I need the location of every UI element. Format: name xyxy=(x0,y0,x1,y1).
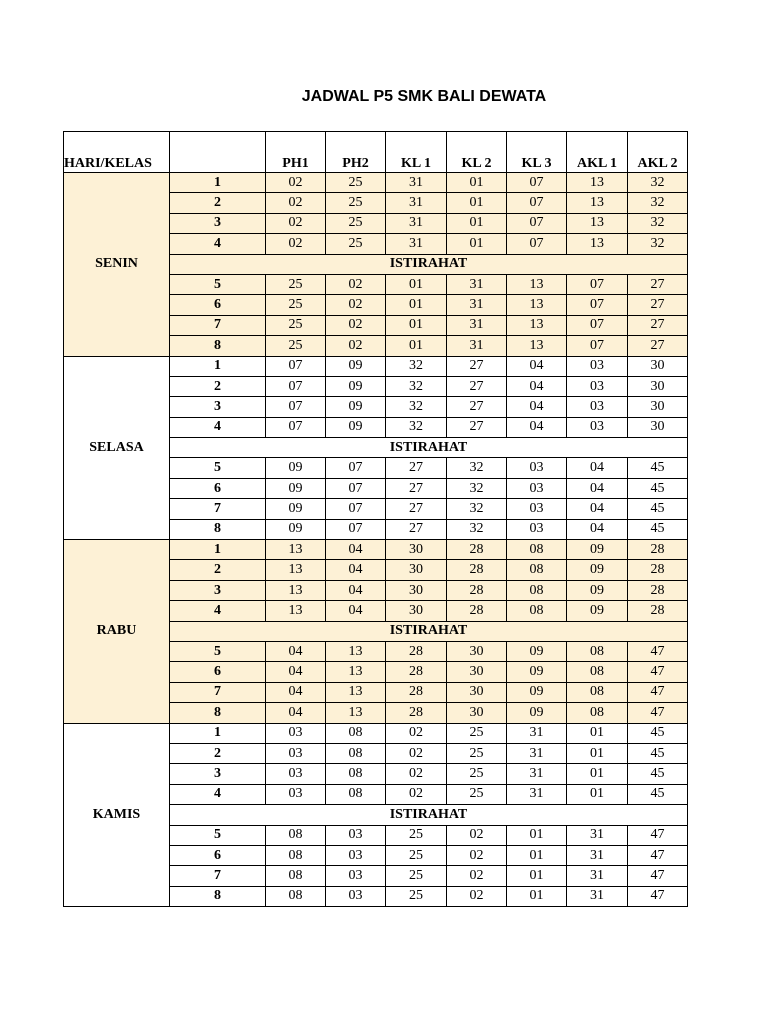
schedule-cell: 32 xyxy=(628,173,688,193)
schedule-cell: 47 xyxy=(628,682,688,702)
schedule-cell: 08 xyxy=(266,866,326,886)
schedule-cell: 30 xyxy=(447,641,507,661)
schedule-cell: 01 xyxy=(507,845,567,865)
schedule-cell: 27 xyxy=(386,499,447,519)
schedule-cell: 02 xyxy=(447,866,507,886)
schedule-cell: 02 xyxy=(266,193,326,213)
schedule-cell: 02 xyxy=(386,743,447,763)
schedule-cell: 02 xyxy=(326,315,386,335)
period-number: 5 xyxy=(170,641,266,661)
schedule-cell: 07 xyxy=(507,193,567,213)
schedule-cell: 25 xyxy=(386,825,447,845)
schedule-cell: 09 xyxy=(567,601,628,621)
schedule-cell: 07 xyxy=(266,376,326,396)
period-number: 2 xyxy=(170,376,266,396)
period-number: 1 xyxy=(170,540,266,560)
schedule-cell: 03 xyxy=(266,723,326,743)
period-number: 5 xyxy=(170,825,266,845)
schedule-cell: 01 xyxy=(386,295,447,315)
schedule-cell: 01 xyxy=(447,193,507,213)
header-col: AKL 2 xyxy=(628,132,688,173)
schedule-cell: 04 xyxy=(326,580,386,600)
schedule-cell: 28 xyxy=(386,641,447,661)
schedule-cell: 03 xyxy=(326,845,386,865)
schedule-cell: 32 xyxy=(386,356,447,376)
period-number: 6 xyxy=(170,478,266,498)
schedule-cell: 25 xyxy=(326,193,386,213)
schedule-cell: 45 xyxy=(628,743,688,763)
schedule-cell: 03 xyxy=(326,886,386,906)
schedule-cell: 27 xyxy=(628,274,688,294)
period-number: 1 xyxy=(170,173,266,193)
schedule-cell: 30 xyxy=(386,601,447,621)
period-number: 4 xyxy=(170,601,266,621)
period-number: 5 xyxy=(170,274,266,294)
schedule-cell: 13 xyxy=(266,580,326,600)
schedule-cell: 31 xyxy=(447,336,507,356)
schedule-cell: 45 xyxy=(628,519,688,539)
schedule-cell: 02 xyxy=(386,723,447,743)
schedule-cell: 31 xyxy=(567,825,628,845)
schedule-cell: 28 xyxy=(628,601,688,621)
schedule-cell: 09 xyxy=(507,641,567,661)
period-number: 2 xyxy=(170,193,266,213)
schedule-cell: 30 xyxy=(447,682,507,702)
schedule-cell: 07 xyxy=(326,519,386,539)
schedule-cell: 13 xyxy=(507,295,567,315)
schedule-cell: 04 xyxy=(567,519,628,539)
schedule-cell: 27 xyxy=(628,295,688,315)
schedule-cell: 02 xyxy=(386,784,447,804)
schedule-cell: 04 xyxy=(507,417,567,437)
schedule-body xyxy=(64,132,688,907)
schedule-cell: 08 xyxy=(507,540,567,560)
schedule-cell: 31 xyxy=(386,173,447,193)
schedule-cell: 31 xyxy=(386,213,447,233)
schedule-cell: 09 xyxy=(507,682,567,702)
schedule-cell: 07 xyxy=(326,478,386,498)
period-number: 1 xyxy=(170,356,266,376)
period-number: 4 xyxy=(170,417,266,437)
schedule-cell: 28 xyxy=(447,560,507,580)
schedule-cell: 03 xyxy=(567,397,628,417)
schedule-cell: 04 xyxy=(567,458,628,478)
schedule-cell: 02 xyxy=(266,213,326,233)
schedule-cell: 08 xyxy=(266,845,326,865)
schedule-cell: 13 xyxy=(266,560,326,580)
schedule-cell: 30 xyxy=(628,376,688,396)
period-number: 3 xyxy=(170,397,266,417)
schedule-cell: 02 xyxy=(266,234,326,254)
schedule-cell: 07 xyxy=(567,336,628,356)
schedule-cell: 28 xyxy=(386,703,447,723)
schedule-cell: 13 xyxy=(567,193,628,213)
schedule-cell: 03 xyxy=(266,764,326,784)
schedule-cell: 47 xyxy=(628,662,688,682)
schedule-cell: 25 xyxy=(266,315,326,335)
schedule-cell: 04 xyxy=(326,540,386,560)
schedule-cell: 25 xyxy=(447,784,507,804)
schedule-cell: 04 xyxy=(326,601,386,621)
schedule-cell: 07 xyxy=(507,213,567,233)
schedule-cell: 25 xyxy=(447,743,507,763)
schedule-cell: 09 xyxy=(567,560,628,580)
schedule-cell: 01 xyxy=(567,743,628,763)
schedule-cell: 09 xyxy=(326,397,386,417)
schedule-cell: 08 xyxy=(326,723,386,743)
table-row xyxy=(64,173,688,193)
schedule-cell: 07 xyxy=(266,356,326,376)
schedule-cell: 04 xyxy=(266,682,326,702)
schedule-cell: 07 xyxy=(326,499,386,519)
schedule-cell: 28 xyxy=(628,580,688,600)
schedule-cell: 47 xyxy=(628,866,688,886)
header-col: PH1 xyxy=(266,132,326,173)
header-row xyxy=(64,132,688,173)
schedule-cell: 09 xyxy=(326,417,386,437)
header-period xyxy=(170,132,266,173)
schedule-cell: 13 xyxy=(567,173,628,193)
schedule-cell: 47 xyxy=(628,703,688,723)
schedule-cell: 25 xyxy=(386,866,447,886)
schedule-cell: 27 xyxy=(447,356,507,376)
period-number: 3 xyxy=(170,764,266,784)
schedule-cell: 08 xyxy=(326,764,386,784)
schedule-cell: 02 xyxy=(326,274,386,294)
schedule-cell: 01 xyxy=(386,315,447,335)
period-number: 2 xyxy=(170,560,266,580)
schedule-cell: 27 xyxy=(386,458,447,478)
schedule-cell: 09 xyxy=(326,376,386,396)
schedule-cell: 13 xyxy=(266,601,326,621)
day-label: RABU xyxy=(64,540,170,724)
schedule-cell: 25 xyxy=(447,764,507,784)
schedule-cell: 04 xyxy=(567,478,628,498)
schedule-cell: 28 xyxy=(628,540,688,560)
schedule-cell: 27 xyxy=(386,478,447,498)
schedule-cell: 31 xyxy=(507,743,567,763)
schedule-cell: 32 xyxy=(447,458,507,478)
period-number: 7 xyxy=(170,866,266,886)
schedule-cell: 25 xyxy=(266,295,326,315)
schedule-cell: 02 xyxy=(447,825,507,845)
schedule-cell: 13 xyxy=(507,274,567,294)
schedule-cell: 31 xyxy=(567,845,628,865)
schedule-cell: 09 xyxy=(266,458,326,478)
schedule-cell: 07 xyxy=(266,417,326,437)
schedule-cell: 25 xyxy=(447,723,507,743)
schedule-cell: 47 xyxy=(628,886,688,906)
schedule-cell: 02 xyxy=(326,336,386,356)
schedule-cell: 30 xyxy=(447,703,507,723)
schedule-cell: 47 xyxy=(628,845,688,865)
schedule-cell: 02 xyxy=(447,845,507,865)
schedule-cell: 09 xyxy=(326,356,386,376)
schedule-cell: 01 xyxy=(447,213,507,233)
header-col: PH2 xyxy=(326,132,386,173)
period-number: 6 xyxy=(170,662,266,682)
header-col: AKL 1 xyxy=(567,132,628,173)
schedule-cell: 30 xyxy=(386,540,447,560)
schedule-cell: 08 xyxy=(507,601,567,621)
schedule-cell: 09 xyxy=(567,540,628,560)
period-number: 7 xyxy=(170,682,266,702)
schedule-cell: 03 xyxy=(507,478,567,498)
schedule-cell: 27 xyxy=(628,336,688,356)
schedule-cell: 08 xyxy=(266,886,326,906)
schedule-cell: 03 xyxy=(507,499,567,519)
schedule-cell: 28 xyxy=(447,601,507,621)
schedule-cell: 02 xyxy=(326,295,386,315)
schedule-cell: 01 xyxy=(447,173,507,193)
schedule-cell: 01 xyxy=(567,784,628,804)
schedule-cell: 01 xyxy=(567,723,628,743)
break-row-label: ISTIRAHAT xyxy=(170,438,688,458)
schedule-cell: 13 xyxy=(326,682,386,702)
table-row xyxy=(64,540,688,560)
schedule-cell: 02 xyxy=(386,764,447,784)
schedule-cell: 01 xyxy=(567,764,628,784)
break-row-label: ISTIRAHAT xyxy=(170,805,688,825)
schedule-cell: 32 xyxy=(447,478,507,498)
schedule-cell: 04 xyxy=(567,499,628,519)
schedule-cell: 28 xyxy=(628,560,688,580)
period-number: 3 xyxy=(170,213,266,233)
schedule-cell: 25 xyxy=(386,845,447,865)
break-row-label: ISTIRAHAT xyxy=(170,254,688,274)
schedule-cell: 45 xyxy=(628,478,688,498)
schedule-cell: 31 xyxy=(507,764,567,784)
schedule-cell: 08 xyxy=(326,784,386,804)
schedule-cell: 28 xyxy=(386,682,447,702)
schedule-cell: 09 xyxy=(567,580,628,600)
day-label: KAMIS xyxy=(64,723,170,907)
schedule-cell: 07 xyxy=(266,397,326,417)
schedule-cell: 30 xyxy=(628,356,688,376)
schedule-cell: 45 xyxy=(628,499,688,519)
page-title: JADWAL P5 SMK BALI DEWATA xyxy=(301,88,547,105)
schedule-cell: 31 xyxy=(507,723,567,743)
schedule-cell: 25 xyxy=(266,336,326,356)
schedule-cell: 32 xyxy=(628,213,688,233)
schedule-cell: 30 xyxy=(447,662,507,682)
schedule-cell: 03 xyxy=(567,417,628,437)
schedule-cell: 07 xyxy=(326,458,386,478)
period-number: 8 xyxy=(170,703,266,723)
schedule-cell: 01 xyxy=(447,234,507,254)
day-label: SELASA xyxy=(64,356,170,540)
break-row-label: ISTIRAHAT xyxy=(170,621,688,641)
schedule-cell: 27 xyxy=(447,397,507,417)
period-number: 4 xyxy=(170,784,266,804)
schedule-cell: 25 xyxy=(266,274,326,294)
period-number: 2 xyxy=(170,743,266,763)
schedule-cell: 13 xyxy=(567,234,628,254)
table-row xyxy=(64,723,688,743)
schedule-cell: 31 xyxy=(567,886,628,906)
schedule-cell: 31 xyxy=(447,274,507,294)
schedule-cell: 13 xyxy=(326,641,386,661)
schedule-cell: 09 xyxy=(507,662,567,682)
schedule-cell: 04 xyxy=(266,641,326,661)
schedule-cell: 08 xyxy=(507,580,567,600)
table-row xyxy=(64,356,688,376)
schedule-cell: 25 xyxy=(326,234,386,254)
period-number: 6 xyxy=(170,845,266,865)
schedule-cell: 27 xyxy=(386,519,447,539)
schedule-cell: 07 xyxy=(567,315,628,335)
schedule-cell: 31 xyxy=(567,866,628,886)
schedule-cell: 08 xyxy=(567,662,628,682)
schedule-cell: 32 xyxy=(628,234,688,254)
schedule-cell: 07 xyxy=(567,274,628,294)
period-number: 7 xyxy=(170,315,266,335)
schedule-cell: 32 xyxy=(386,397,447,417)
schedule-cell: 04 xyxy=(266,703,326,723)
schedule-cell: 03 xyxy=(266,784,326,804)
schedule-cell: 09 xyxy=(266,478,326,498)
schedule-cell: 01 xyxy=(507,886,567,906)
schedule-cell: 03 xyxy=(507,458,567,478)
schedule-cell: 30 xyxy=(386,580,447,600)
schedule-cell: 28 xyxy=(447,580,507,600)
header-col: KL 3 xyxy=(507,132,567,173)
schedule-cell: 03 xyxy=(507,519,567,539)
period-number: 6 xyxy=(170,295,266,315)
schedule-cell: 32 xyxy=(386,376,447,396)
schedule-cell: 04 xyxy=(507,397,567,417)
schedule-cell: 13 xyxy=(326,662,386,682)
schedule-cell: 45 xyxy=(628,764,688,784)
schedule-cell: 08 xyxy=(567,641,628,661)
schedule-cell: 13 xyxy=(507,336,567,356)
schedule-cell: 07 xyxy=(507,173,567,193)
schedule-cell: 31 xyxy=(507,784,567,804)
schedule-cell: 03 xyxy=(326,866,386,886)
schedule-cell: 27 xyxy=(447,376,507,396)
schedule-cell: 31 xyxy=(386,193,447,213)
schedule-cell: 09 xyxy=(266,499,326,519)
schedule-cell: 25 xyxy=(326,173,386,193)
schedule-cell: 07 xyxy=(507,234,567,254)
schedule-cell: 47 xyxy=(628,641,688,661)
schedule-cell: 03 xyxy=(326,825,386,845)
schedule-cell: 04 xyxy=(326,560,386,580)
day-label: SENIN xyxy=(64,173,170,357)
schedule-cell: 31 xyxy=(447,315,507,335)
schedule-table xyxy=(63,131,688,907)
schedule-cell: 25 xyxy=(326,213,386,233)
schedule-cell: 08 xyxy=(567,682,628,702)
schedule-cell: 04 xyxy=(266,662,326,682)
period-number: 8 xyxy=(170,519,266,539)
period-number: 8 xyxy=(170,336,266,356)
header-col: KL 2 xyxy=(447,132,507,173)
schedule-cell: 28 xyxy=(447,540,507,560)
schedule-cell: 13 xyxy=(567,213,628,233)
schedule-cell: 01 xyxy=(386,336,447,356)
schedule-cell: 32 xyxy=(386,417,447,437)
period-number: 4 xyxy=(170,234,266,254)
period-number: 3 xyxy=(170,580,266,600)
schedule-cell: 02 xyxy=(266,173,326,193)
schedule-cell: 45 xyxy=(628,723,688,743)
period-number: 1 xyxy=(170,723,266,743)
schedule-cell: 31 xyxy=(386,234,447,254)
period-number: 5 xyxy=(170,458,266,478)
schedule-cell: 47 xyxy=(628,825,688,845)
schedule-cell: 13 xyxy=(326,703,386,723)
schedule-cell: 30 xyxy=(386,560,447,580)
schedule-cell: 13 xyxy=(266,540,326,560)
schedule-cell: 45 xyxy=(628,458,688,478)
schedule-cell: 08 xyxy=(567,703,628,723)
schedule-cell: 02 xyxy=(447,886,507,906)
schedule-cell: 08 xyxy=(266,825,326,845)
schedule-cell: 08 xyxy=(326,743,386,763)
schedule-cell: 32 xyxy=(628,193,688,213)
schedule-cell: 04 xyxy=(507,356,567,376)
schedule-cell: 09 xyxy=(507,703,567,723)
schedule-cell: 45 xyxy=(628,784,688,804)
schedule-cell: 08 xyxy=(507,560,567,580)
schedule-cell: 01 xyxy=(507,866,567,886)
schedule-cell: 28 xyxy=(386,662,447,682)
period-number: 8 xyxy=(170,886,266,906)
header-day-class: HARI/KELAS xyxy=(64,132,170,173)
schedule-cell: 27 xyxy=(447,417,507,437)
schedule-cell: 03 xyxy=(567,376,628,396)
schedule-cell: 30 xyxy=(628,397,688,417)
schedule-cell: 27 xyxy=(628,315,688,335)
schedule-cell: 01 xyxy=(507,825,567,845)
schedule-cell: 32 xyxy=(447,519,507,539)
schedule-cell: 04 xyxy=(507,376,567,396)
schedule-cell: 31 xyxy=(447,295,507,315)
period-number: 7 xyxy=(170,499,266,519)
schedule-cell: 03 xyxy=(266,743,326,763)
schedule-cell: 32 xyxy=(447,499,507,519)
header-col: KL 1 xyxy=(386,132,447,173)
schedule-cell: 07 xyxy=(567,295,628,315)
schedule-cell: 01 xyxy=(386,274,447,294)
schedule-cell: 25 xyxy=(386,886,447,906)
schedule-cell: 13 xyxy=(507,315,567,335)
schedule-cell: 09 xyxy=(266,519,326,539)
schedule-cell: 30 xyxy=(628,417,688,437)
schedule-cell: 03 xyxy=(567,356,628,376)
